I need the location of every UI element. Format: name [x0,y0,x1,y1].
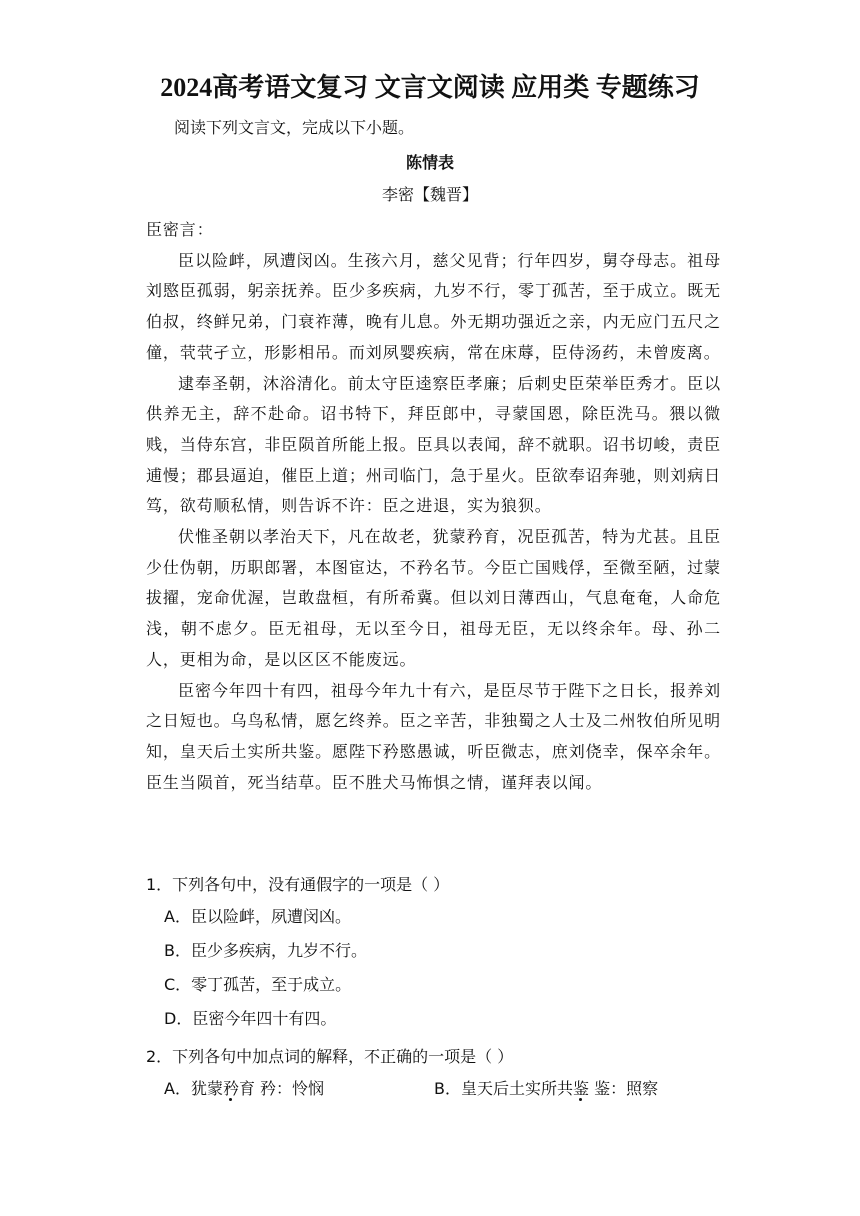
dotted-word: 矜 [222,1079,239,1098]
essay-body [146,215,721,798]
question-stem: 2．下列各句中加点词的解释，不正确的一项是（ ） [146,1047,514,1066]
essay-paragraph-3: 伏惟圣朝以孝治天下，凡在故老，犹蒙矜育，况臣孤苦，特为尤甚。且臣少仕伪朝，历职郎署，本图宦达，不矜名节。今臣亡国贱俘，至微至陋，过蒙拔擢，宠命优渥，岂敢盘桓，有所希冀。但以刘日薄西山，气息奄奄，人命危浅，朝不虑夕。臣无祖母，无以至今日，祖母无臣，无以终余年。母、孙二人，更相为命，是以区区不能废远。 [146,527,721,669]
option-c: C．零丁孤苦，至于成立。 [164,975,352,994]
dotted-word: 鉴 [572,1079,589,1098]
essay-author: 李密【魏晋】 [381,185,478,204]
essay-paragraph-2: 逮奉圣朝，沐浴清化。前太守臣逵察臣孝廉；后刺史臣荣举臣秀才。臣以供养无主，辞不赴命。诏书特下，拜臣郎中，寻蒙国恩，除臣洗马。猥以微贱，当侍东宫，非臣陨首所能上报。臣具以表闻，辞不就职。诏书切峻，责臣逋慢；郡县逼迫，催臣上道；州司临门，急于星火。臣欲奉诏奔驰，则刘病日笃，欲苟顺私情，则告诉不许：臣之进退，实为狼狈。 [146,373,721,516]
option-b [434,1072,704,1106]
options-row [164,1072,721,1106]
option-a: A．臣以险衅，夙遭闵凶。 [164,907,351,926]
option-b-suffix: 鉴：照察 [589,1079,659,1098]
question-2 [146,1042,721,1106]
essay-paragraph-4: 臣密今年四十有四，祖母今年九十有六，是臣尽节于陛下之日长，报养刘之日短也。乌鸟私情，愿乞终养。臣之辛苦，非独蜀之人士及二州牧伯所见明知，皇天后土实所共鉴。愿陛下矜愍愚诚，听臣微志，庶刘侥幸，保卒余年。臣生当陨首，死当结草。臣不胜犬马怖惧之情，谨拜表以闻。 [146,680,721,792]
essay-paragraph-1: 臣以险衅，夙遭闵凶。生孩六月，慈父见背；行年四岁，舅夺母志。祖母刘愍臣孤弱，躬亲抚养。臣少多疾病，九岁不行，零丁孤苦，至于成立。既无伯叔，终鲜兄弟，门衰祚薄，晚有儿息。外无期功强近之亲，内无应门五尺之僮，茕茕孑立，形影相吊。而刘夙婴疾病，常在床蓐，臣侍汤药，未曾废离。 [146,250,721,362]
option-d: D．臣密今年四十有四。 [164,1009,337,1028]
option-b-prefix: B．皇天后土实所共 [434,1079,573,1098]
essay-opening: 臣密言： [146,220,214,239]
question-stem: 1．下列各句中，没有通假字的一项是（ ） [146,875,450,894]
option-b: B．臣少多疾病，九岁不行。 [164,941,367,960]
option-a-suffix: 育 矜：怜悯 [238,1079,325,1098]
option-a [164,1072,434,1106]
question-1 [146,870,721,1036]
questions-section [146,870,721,1112]
instructions: 阅读下列文言文，完成以下小题。 [174,118,415,137]
essay-title: 陈情表 [405,153,454,172]
option-a-prefix: A．犹蒙 [164,1079,223,1098]
page-title: 2024高考语文复习 文言文阅读 应用类 专题练习 [160,73,700,102]
